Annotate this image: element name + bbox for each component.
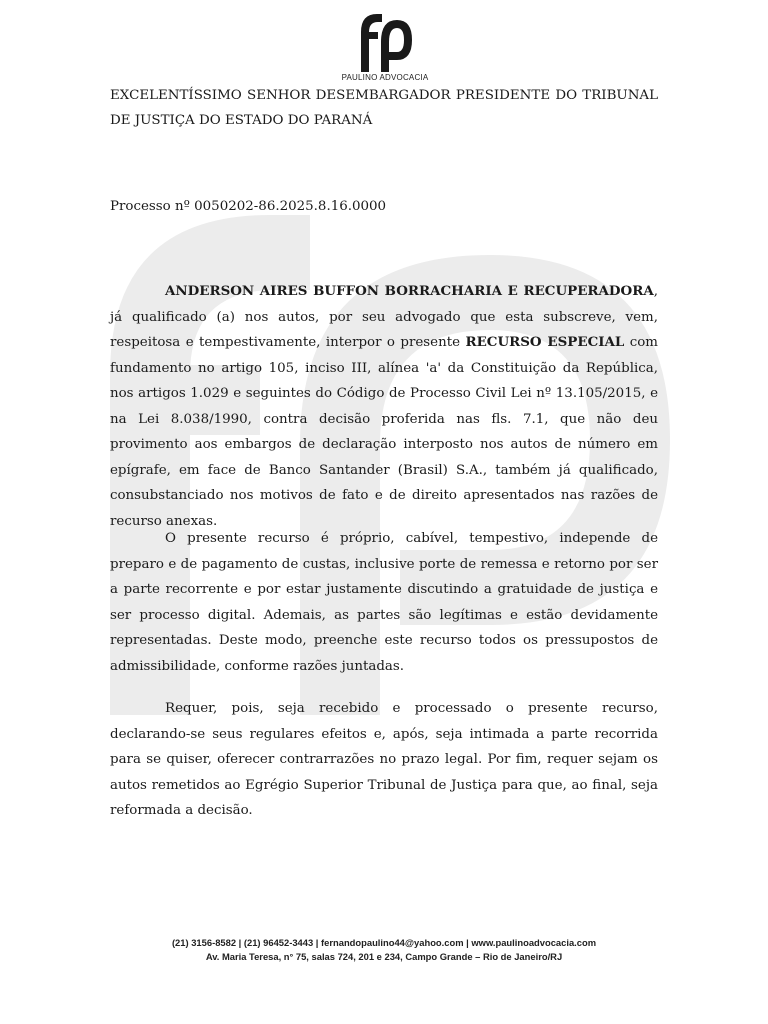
header-logo (330, 12, 440, 88)
party-name: ANDERSON AIRES BUFFON BORRACHARIA E RECUPERADORA (165, 283, 654, 299)
paragraph-1-part-a: , já qualificado (a) nos autos, por seu advogado que esta subscreve, vem, respeitosa e tempestivamente, interpor o presente (110, 284, 658, 350)
paragraph-1 (110, 279, 658, 534)
addressee-heading: EXCELENTÍSSIMO SENHOR DESEMBARGADOR PRESIDENTE DO TRIBUNAL DE JUSTIÇA DO ESTADO DO PARANÁ (110, 88, 658, 128)
document-content (110, 83, 658, 818)
page-footer (0, 936, 768, 964)
paragraph-2 (110, 526, 658, 679)
logo-caption: PAULINO ADVOCACIA (341, 73, 429, 82)
footer-address: Av. Maria Teresa, n° 75, salas 724, 201 e 234, Campo Grande – Rio de Janeiro/RJ (205, 951, 563, 962)
process-number: Processo nº 0050202-86.2025.8.16.0000 (110, 199, 387, 214)
paragraph-1-text (110, 279, 658, 534)
paragraph-2-text: O presente recurso é próprio, cabível, tempestivo, independe de preparo e de pagamento de custas, inclusive porte de remessa e retorno por ser a parte recorrente e por estar justamente discutindo a gratuidade de justiça e ser processo digital. Ademais, as partes são legítimas e estão devidamente representadas. Deste modo, preenche este recurso todos os pressupostos de admissibilidade, conforme razões juntadas. (110, 531, 658, 674)
fp-logo-mark (357, 12, 413, 72)
paragraph-3-text: Requer, pois, seja recebido e processado o presente recurso, declarando-se seus regulares efeitos e, após, seja intimada a parte recorrida para se quiser, oferecer contrarrazões no prazo legal. Por fim, requer sejam os autos remetidos ao Egrégio Superior Tribunal de Justiça para que, ao final, seja reformada a decisão. (110, 701, 658, 818)
paragraph-3 (110, 696, 658, 824)
appeal-type: RECURSO ESPECIAL (465, 334, 625, 350)
paragraph-1-part-b: com fundamento no artigo 105, inciso III, alínea 'a' da Constituição da República, nos artigos 1.029 e seguintes do Código de Processo Civil Lei nº 13.105/2015, e na Lei 8.038/1990, contra decisão proferida nas fls. 7.1, que não deu provimento aos embargos de declaração interposto nos autos de número em epígrafe, em face de Banco Santander (Brasil) S.A., também já qualificado, consubstanciado nos motivos de fato e de direito apresentados nas razões de recurso anexas. (110, 335, 658, 529)
footer-contact: (21) 3156-8582 | (21) 96452-3443 | fernandopaulino44@yahoo.com | www.paulinoadvocacia.com (171, 937, 597, 948)
